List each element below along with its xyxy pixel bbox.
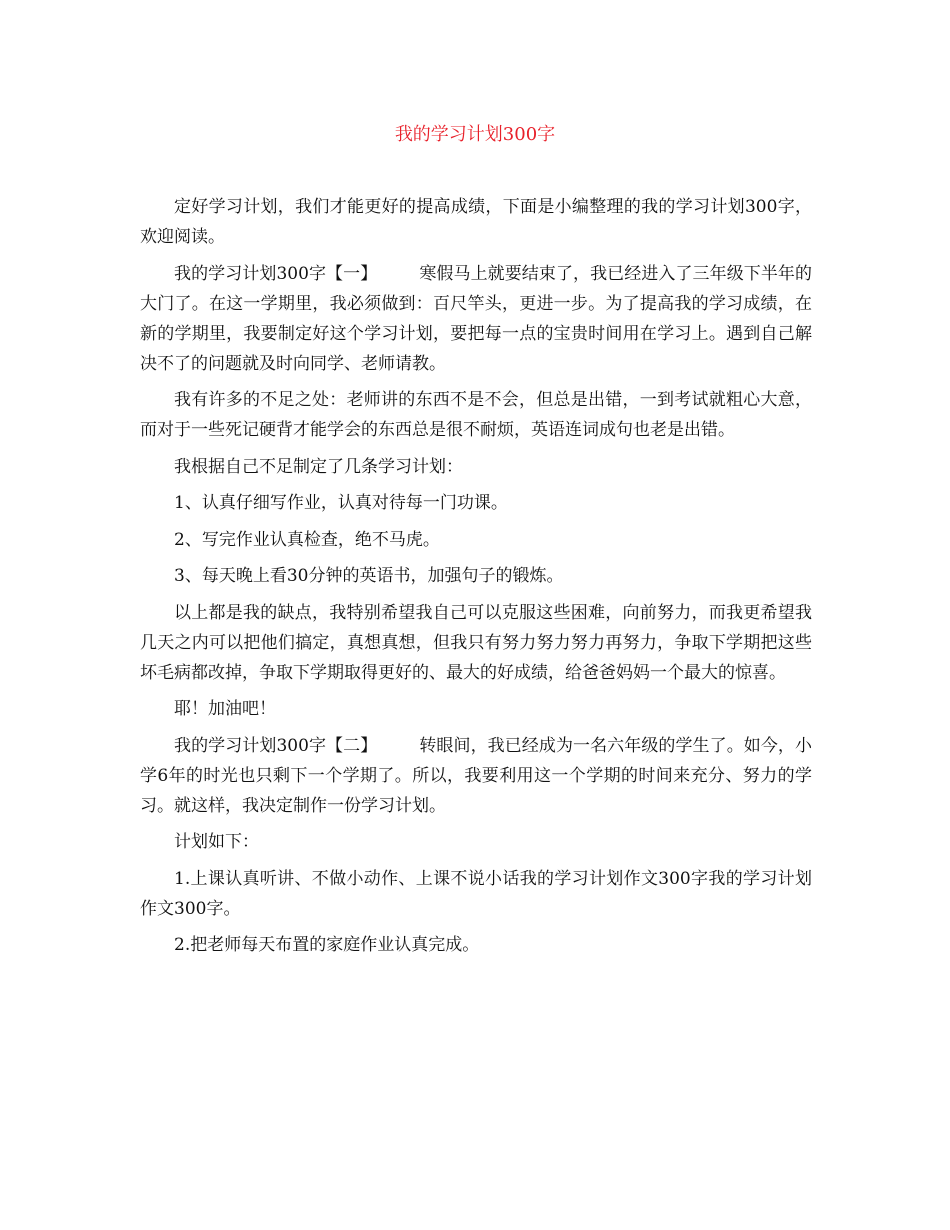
paragraph-text: 转眼间，我已经成为一名六年级的学生了。如今，小学6年的时光也只剩下一个学期了。所以，我要利用这一个学期的时间来充分、努力的学习。就这样，我决定制作一份学习计划。	[140, 735, 813, 816]
paragraph-text: 寒假马上就要结束了，我已经进入了三年级下半年的大门了。在这一学期里，我必须做到：百尺竿头，更进一步。为了提高我的学习成绩，在新的学期里，我要制定好这个学习计划，要把每一点的宝贵时间用在学习上。遇到自己解决不了的问题就及时向同学、老师请教。	[140, 263, 813, 374]
paragraph-shortcomings: 我有许多的不足之处：老师讲的东西不是不会，但总是出错，一到考试就粗心大意，而对于一些死记硬背才能学会的东西总是很不耐烦，英语连词成句也老是出错。	[140, 390, 812, 440]
paragraph-plan-intro: 我根据自己不足制定了几条学习计划：	[174, 456, 463, 477]
paragraph-hopes: 以上都是我的缺点，我特别希望我自己可以克服这些困难，向前努力，而我更希望我几天之内可以把他们搞定，真想真想，但我只有努力努力努力再努力，争取下学期把这些坏毛病都改掉，争取下学期取得更好的、最大的好成绩，给爸爸妈妈一个最大的惊喜。	[140, 602, 812, 683]
paragraph-plan-one	[140, 259, 812, 379]
paragraph-intro: 定好学习计划，我们才能更好的提高成绩，下面是小编整理的我的学习计划300字，欢迎阅读。	[140, 197, 812, 247]
paragraph-plan-list-intro: 计划如下：	[174, 832, 259, 852]
paragraph-cheer: 耶！加油吧！	[174, 699, 276, 719]
list-item-3: 3、每天晚上看30分钟的英语书，加强句子的锻炼。	[174, 566, 564, 586]
page-title: 我的学习计划300字	[394, 124, 556, 145]
list-item-dot-1: 1.上课认真听讲、不做小动作、上课不说小话我的学习计划作文300字我的学习计划作文300字。	[140, 868, 812, 919]
list-item-dot-2: 2.把老师每天布置的家庭作业认真完成。	[174, 935, 480, 955]
list-item-1: 1、认真仔细写作业，认真对待每一门功课。	[174, 493, 508, 513]
section-heading-plan-one: 我的学习计划300字【一】	[174, 263, 378, 284]
paragraph-plan-two	[140, 731, 812, 821]
section-heading-plan-two: 我的学习计划300字【二】	[174, 735, 378, 756]
list-item-2: 2、写完作业认真检查，绝不马虎。	[174, 529, 440, 550]
document-body	[140, 192, 812, 967]
